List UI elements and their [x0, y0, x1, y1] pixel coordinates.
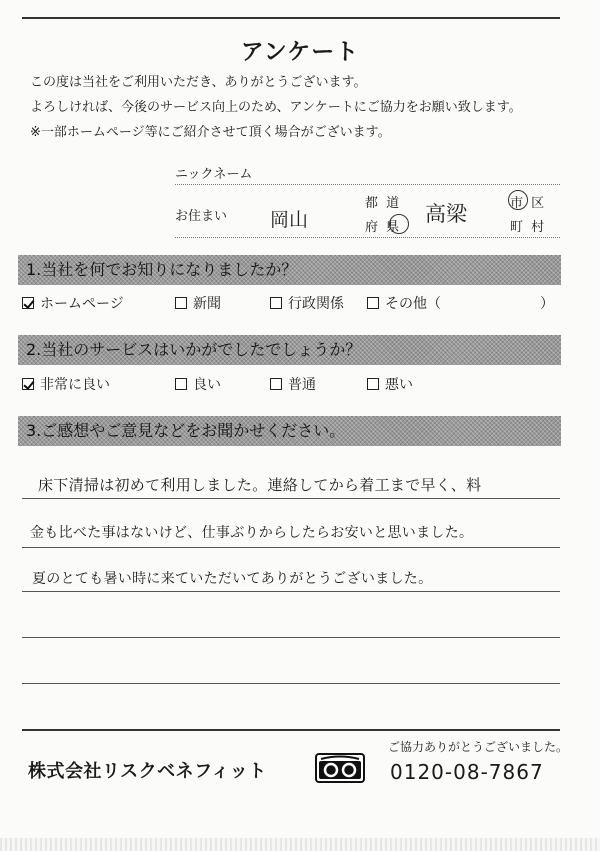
q1-option-government[interactable]	[270, 293, 344, 313]
comment-rule-3	[22, 591, 560, 592]
address-underline	[175, 237, 560, 238]
comment-rule-1	[22, 498, 560, 499]
checkbox-icon[interactable]	[22, 378, 34, 390]
comment-rule-5	[22, 683, 560, 684]
nickname-underline	[175, 184, 560, 185]
phone-number[interactable]: 0120-08-7867	[390, 760, 544, 784]
q1-option-other[interactable]	[367, 293, 441, 313]
comment-line-1[interactable]: 床下清掃は初めて利用しました。連絡してから着工まで早く、料	[38, 476, 482, 494]
comment-line-2[interactable]: 金も比べた事はないけど、仕事ぶりからしたらお安いと思いました。	[30, 525, 474, 541]
city-suffix-top: 市 区	[510, 196, 547, 211]
q2-header: 2.当社のサービスはいかがでしたでしょうか？	[18, 335, 561, 365]
checkbox-icon[interactable]	[270, 297, 282, 309]
company-name: 株式会社リスクベネフィット	[28, 761, 267, 782]
pref-suffix-bottom: 府 県	[365, 220, 402, 235]
checkbox-icon[interactable]	[175, 297, 187, 309]
nickname-label: ニックネーム	[175, 167, 253, 182]
footer-rule	[22, 729, 560, 731]
pref-circle-mark	[389, 214, 409, 234]
q1-option-label: その他（	[385, 296, 441, 312]
thanks-note: ご協力ありがとうございました。	[388, 740, 569, 754]
comment-rule-2	[22, 547, 560, 548]
q2-option-very-good[interactable]	[22, 374, 110, 394]
q2-option-label: 良い	[193, 377, 221, 393]
q1-option-label: 新聞	[193, 296, 221, 312]
intro-line-3: ※一部ホームページ等にご紹介させて頂く場合がございます。	[30, 125, 391, 140]
q2-option-label: 普通	[288, 377, 316, 393]
checkbox-icon[interactable]	[175, 378, 187, 390]
q2-option-bad[interactable]	[367, 374, 413, 394]
prefecture-value[interactable]: 岡山	[270, 209, 309, 231]
address-label: お住まい	[175, 209, 228, 224]
q2-option-label: 非常に良い	[40, 377, 110, 393]
page-title: アンケート	[240, 39, 360, 65]
checkbox-icon[interactable]	[22, 297, 34, 309]
city-suffix-bottom: 町 村	[510, 220, 547, 235]
scan-edge	[0, 838, 600, 851]
city-circle-mark	[508, 190, 528, 210]
comment-rule-4	[22, 637, 560, 638]
checkbox-icon[interactable]	[367, 297, 379, 309]
city-value[interactable]: 高梁	[425, 202, 467, 226]
q3-header: 3.ご感想やご意見などをお聞かせください。	[18, 416, 561, 446]
q2-option-good[interactable]	[175, 374, 221, 394]
q1-option-newspaper[interactable]	[175, 293, 221, 313]
q2-option-normal[interactable]	[270, 374, 316, 394]
freedial-icon	[315, 753, 365, 783]
q1-header: 1.当社を何でお知りになりましたか？	[18, 255, 561, 285]
checkbox-icon[interactable]	[367, 378, 379, 390]
checkbox-icon[interactable]	[270, 378, 282, 390]
q1-other-close: ）	[540, 296, 554, 312]
q2-option-label: 悪い	[385, 377, 413, 393]
intro-line-1: この度は当社をご利用いただき、ありがとうございます。	[30, 75, 367, 90]
q1-option-homepage[interactable]	[22, 293, 124, 313]
top-rule	[22, 17, 560, 19]
intro-line-2: よろしければ、今後のサービス向上のため、アンケートにご協力をお願い致します。	[30, 100, 522, 115]
pref-suffix-top: 都 道	[365, 196, 402, 211]
comment-line-3[interactable]: 夏のとても暑い時に来ていただいてありがとうございました。	[32, 571, 433, 587]
q1-option-label: 行政関係	[288, 296, 344, 312]
q1-option-label: ホームページ	[40, 296, 124, 312]
